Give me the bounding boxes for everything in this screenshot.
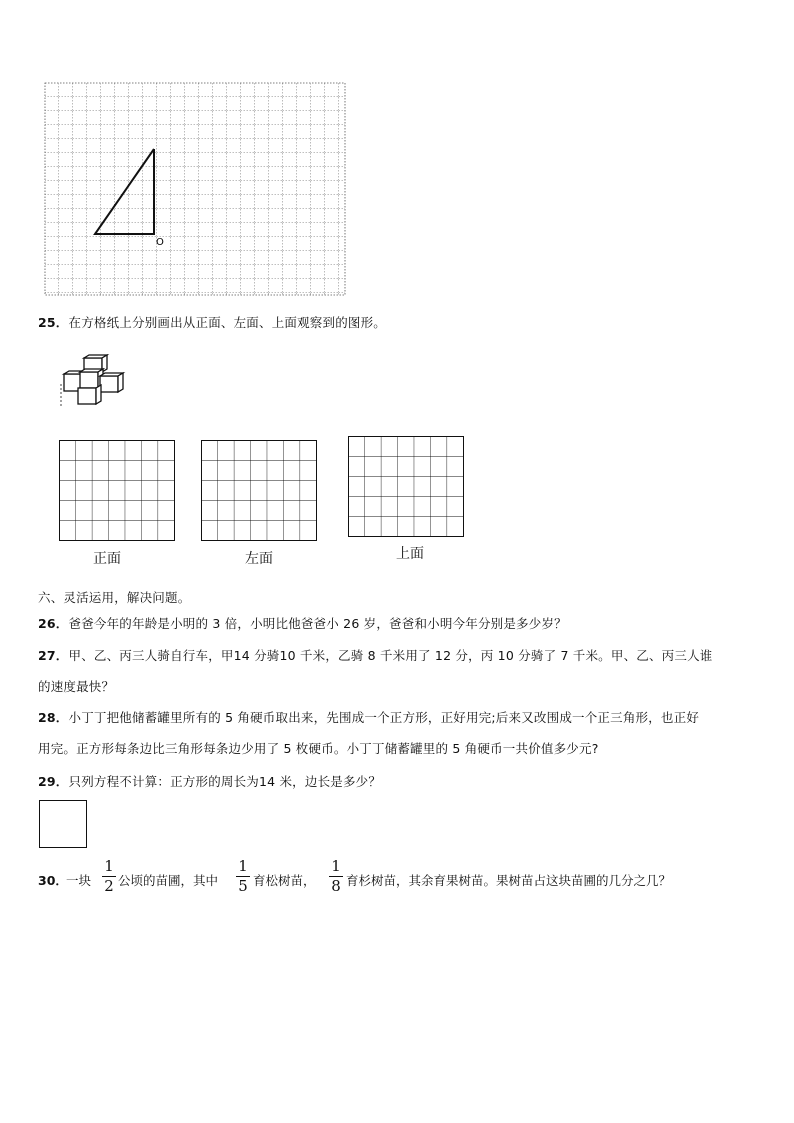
answer-box[interactable] [39, 800, 87, 848]
question-text: 只列方程不计算：正方形的周长为14 米，边长是多少？ [68, 774, 382, 789]
question-number: 27． [38, 648, 69, 663]
section-6-title: 六、灵活运用，解决问题。 [38, 590, 191, 605]
cube-stack-figure [56, 354, 132, 414]
question-30-part4: 育杉树苗，其余育果树苗。果树苗占这块苗圃的几分之几？ [346, 873, 672, 888]
grid-left-view[interactable] [201, 440, 319, 543]
question-text: 爸爸今年的年龄是小明的 3 倍，小明比他爸爸小 26 岁，爸爸和小明今年分别是多少岁？ [68, 616, 567, 631]
fraction-one-fifth [236, 859, 250, 894]
question-text-line1: 甲、乙、丙三人骑自行车，甲14 分骑10 千米，乙骑 8 千米用了 12 分，丙 10 分骑了 7 千米。甲、乙、丙三人谁 [68, 648, 713, 663]
question-26 [38, 614, 567, 632]
question-30-number: 30． [38, 873, 68, 888]
fraction-numerator: 1 [331, 857, 341, 875]
question-29 [38, 772, 381, 790]
question-28-line2: 用完。正方形每条边比三角形每条边少用了 5 枚硬币。小丁丁储蓄罐里的 5 角硬币一共价值多少元? [38, 741, 599, 756]
question-text: 在方格纸上分别画出从正面、左面、上面观察到的图形。 [68, 315, 387, 330]
question-text-line1: 小丁丁把他储蓄罐里所有的 5 角硬币取出来，先围成一个正方形，正好用完;后来又改围成一个正三角形，也正好 [68, 710, 700, 725]
grid-label-front: 正面 [93, 551, 121, 567]
fraction-numerator: 1 [238, 857, 248, 875]
grid-label-left: 左面 [245, 551, 273, 567]
grid-front-view[interactable] [59, 440, 177, 543]
question-28 [38, 708, 699, 726]
question-27-line2: 的速度最快？ [38, 679, 115, 694]
question-30-part3: 育松树苗， [253, 873, 316, 888]
question-number: 26． [38, 616, 69, 631]
question-27 [38, 646, 712, 664]
vertex-label-o: O [156, 237, 164, 248]
grid-label-top: 上面 [396, 546, 424, 562]
question-number: 25． [38, 315, 69, 330]
fraction-one-half [102, 859, 116, 894]
question-30-part2: 公顷的苗圃，其中 [118, 873, 219, 888]
question-number: 28． [38, 710, 69, 725]
grid-triangle-figure [44, 82, 348, 298]
question-number: 29． [38, 774, 69, 789]
fraction-denominator: 5 [238, 877, 248, 895]
fraction-denominator: 8 [331, 877, 341, 895]
grid-top-view[interactable] [348, 436, 466, 539]
fraction-denominator: 2 [104, 877, 114, 895]
dotted-grid [45, 83, 345, 295]
question-30-part1: 一块 [66, 873, 92, 888]
fraction-one-eighth [329, 859, 343, 894]
fraction-numerator: 1 [104, 857, 114, 875]
question-25 [38, 313, 386, 331]
